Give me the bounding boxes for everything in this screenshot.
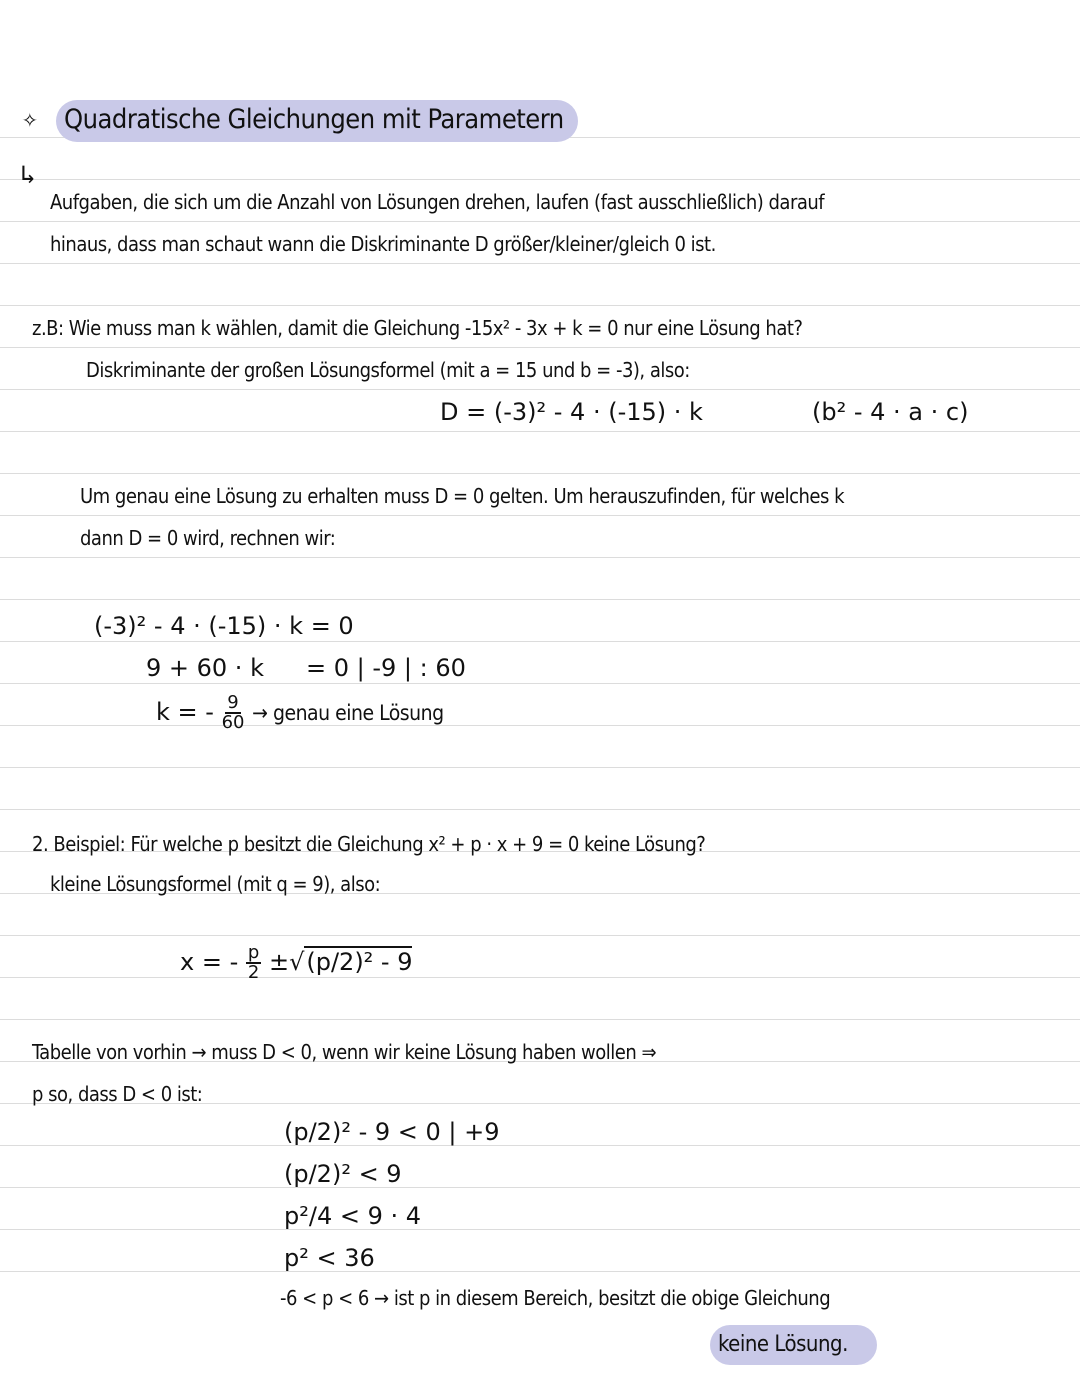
- keine-loesung-text: keine Lösung: [718, 1332, 843, 1357]
- rule-line: [0, 515, 1080, 516]
- rule-line: [0, 473, 1080, 474]
- rule-line: [0, 389, 1080, 390]
- example2-step-4: p² < 36: [284, 1244, 375, 1272]
- rule-line: [0, 1271, 1080, 1272]
- example1-explain-1: Um genau eine Lösung zu erhalten muss D = 0 gelten. Um herauszufinden, für welches k: [80, 484, 844, 508]
- rule-line: [0, 1229, 1080, 1230]
- example2-step-2: (p/2)² < 9: [284, 1160, 402, 1188]
- formula-left: x = -: [180, 948, 239, 976]
- rule-line: [0, 1145, 1080, 1146]
- formula-fraction: [246, 944, 261, 982]
- example2-conclusion: -6 < p < 6 → ist p in diesem Bereich, besitzt die obige Gleichung: [280, 1286, 831, 1310]
- example1-step-3: [156, 694, 444, 732]
- fraction-denominator: 60: [221, 712, 245, 733]
- sparkle-star-icon: ✧: [22, 104, 38, 134]
- rule-line: [0, 977, 1080, 978]
- page-title: Quadratische Gleichungen mit Parametern: [64, 104, 564, 135]
- conclusion-period: .: [842, 1332, 848, 1357]
- example1-step-2-left: 9 + 60 · k: [146, 654, 264, 682]
- example1-step-3-left: k = -: [156, 698, 214, 726]
- fraction-numerator: p: [247, 942, 260, 963]
- example2-step-3: p²/4 < 9 · 4: [284, 1202, 422, 1230]
- example1-step-1: (-3)² - 4 · (-15) · k = 0: [94, 612, 354, 640]
- example1-formula-note: (b² - 4 · a · c): [812, 398, 969, 426]
- example2-line2: kleine Lösungsformel (mit q = 9), also:: [50, 872, 381, 896]
- rule-line: [0, 221, 1080, 222]
- rule-line: [0, 641, 1080, 642]
- rule-line: [0, 683, 1080, 684]
- hook-arrow-icon: ↳: [20, 160, 36, 190]
- conclusion-highlight-text: [718, 1332, 848, 1357]
- rule-line: [0, 263, 1080, 264]
- rule-line: [0, 1187, 1080, 1188]
- intro-line-1: Aufgaben, die sich um die Anzahl von Lösungen drehen, laufen (fast ausschließlich) darauf: [50, 190, 825, 214]
- example2-step-1: (p/2)² - 9 < 0 | +9: [284, 1118, 500, 1146]
- example2-solution-formula: [180, 944, 412, 982]
- rule-line: [0, 557, 1080, 558]
- rule-line: [0, 599, 1080, 600]
- rule-line: [0, 1019, 1080, 1020]
- example1-fraction: [222, 694, 245, 732]
- radicand: (p/2)² - 9: [306, 948, 413, 976]
- rule-line: [0, 431, 1080, 432]
- plus-minus-sqrt: ±√: [268, 948, 305, 976]
- example1-discriminant-formula: D = (-3)² - 4 · (-15) · k: [440, 398, 703, 426]
- example1-question: z.B: Wie muss man k wählen, damit die Gleichung -15x² - 3x + k = 0 nur eine Lösung hat?: [32, 316, 803, 340]
- rule-line: [0, 179, 1080, 180]
- rule-line: [0, 809, 1080, 810]
- fraction-numerator: 9: [227, 692, 239, 713]
- example1-step-2-right: = 0 | -9 | : 60: [306, 654, 466, 682]
- rule-line: [0, 935, 1080, 936]
- example1-line2: Diskriminante der großen Lösungsformel (mit a = 15 und b = -3), also:: [86, 358, 690, 382]
- intro-line-2: hinaus, dass man schaut wann die Diskriminante D größer/kleiner/gleich 0 ist.: [50, 232, 716, 256]
- example1-step-3-result: → genau eine Lösung: [252, 701, 444, 725]
- example2-question: 2. Beispiel: Für welche p besitzt die Gleichung x² + p · x + 9 = 0 keine Lösung?: [32, 832, 706, 856]
- fraction-denominator: 2: [247, 962, 260, 983]
- rule-line: [0, 767, 1080, 768]
- example2-explain-2: p so, dass D < 0 ist:: [32, 1082, 203, 1106]
- rule-line: [0, 305, 1080, 306]
- rule-line: [0, 347, 1080, 348]
- example2-explain-1: Tabelle von vorhin → muss D < 0, wenn wir keine Lösung haben wollen ⇒: [32, 1040, 657, 1064]
- example1-explain-2: dann D = 0 wird, rechnen wir:: [80, 526, 336, 550]
